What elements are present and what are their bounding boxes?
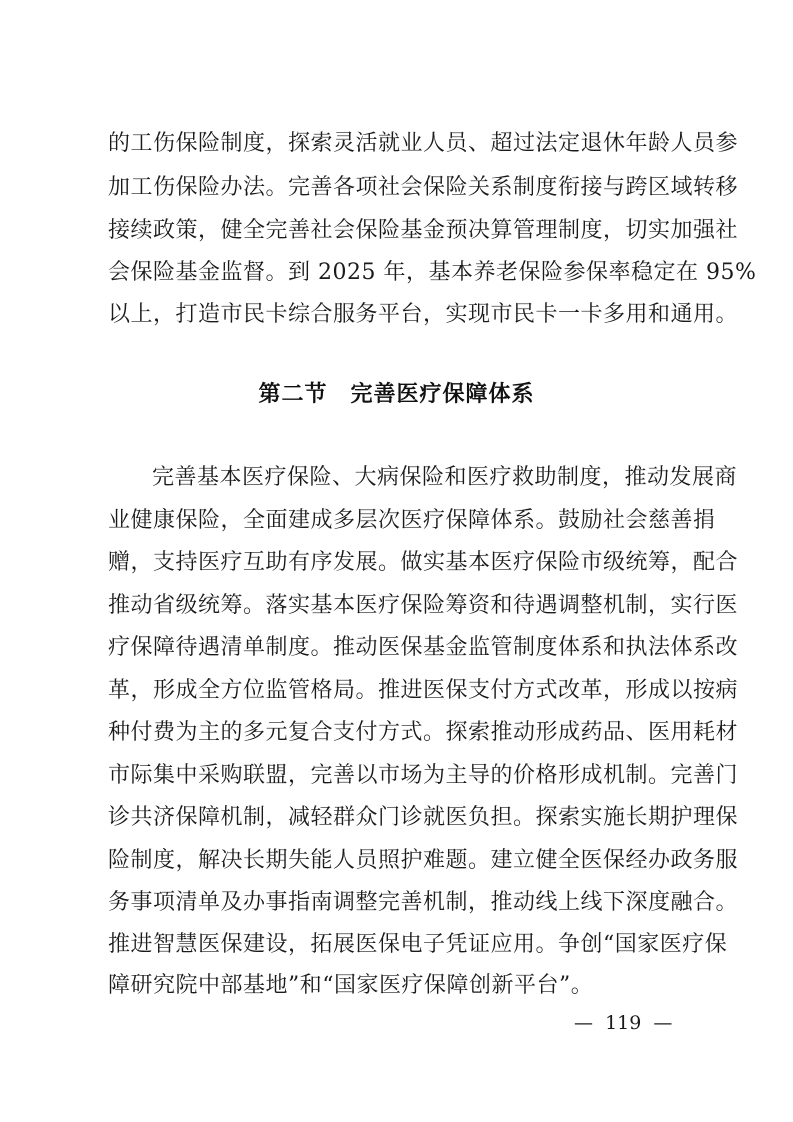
text-line: 加工伤保险办法。完善各项社会保险关系制度衔接与跨区域转移 (108, 175, 739, 200)
text-line: 业健康保险，全面建成多层次医疗保障体系。鼓励社会慈善捐 (108, 508, 716, 533)
text-line: 务事项清单及办事指南调整完善机制，推动线上线下深度融合。 (108, 890, 739, 915)
text-line: 赠，支持医疗互助有序发展。做实基本医疗保险市级统筹，配合 (108, 550, 739, 575)
text-line: 完善基本医疗保险、大病保险和医疗救助制度，推动发展商 (152, 465, 738, 490)
text-line: 推进智慧医保建设，拓展医保电子凭证应用。争创“国家医疗保 (108, 932, 728, 957)
text-line: 险制度，解决长期失能人员照护难题。建立健全医保经办政务服 (108, 848, 739, 873)
text-line: 诊共济保障机制，减轻群众门诊就医负担。探索实施长期护理保 (108, 805, 739, 830)
text-line: 障研究院中部基地”和“国家医疗保障创新平台”。 (108, 973, 594, 998)
text-line: 会保险基金监督。到 2025 年，基本养老保险参保率稳定在 95% (108, 260, 757, 285)
text-line: 市际集中采购联盟，完善以市场为主导的价格形成机制。完善门 (108, 763, 739, 788)
text-line: 的工伤保险制度，探索灵活就业人员、超过法定退休年龄人员参 (108, 131, 739, 156)
page-number: — 119 — (574, 1012, 673, 1034)
text-line: 以上，打造市民卡综合服务平台，实现市民卡一卡多用和通用。 (108, 302, 739, 327)
text-line: 革，形成全方位监管格局。推进医保支付方式改革，形成以按病 (108, 678, 739, 703)
text-line: 疗保障待遇清单制度。推动医保基金监管制度体系和执法体系改 (108, 635, 739, 660)
text-line: 推动省级统筹。落实基本医疗保险筹资和待遇调整机制，实行医 (108, 593, 739, 618)
text-line: 接续政策，健全完善社会保险基金预决算管理制度，切实加强社 (108, 218, 739, 243)
section-heading: 第二节 完善医疗保障体系 (258, 382, 535, 407)
text-line: 种付费为主的多元复合支付方式。探索推动形成药品、医用耗材 (108, 720, 739, 745)
